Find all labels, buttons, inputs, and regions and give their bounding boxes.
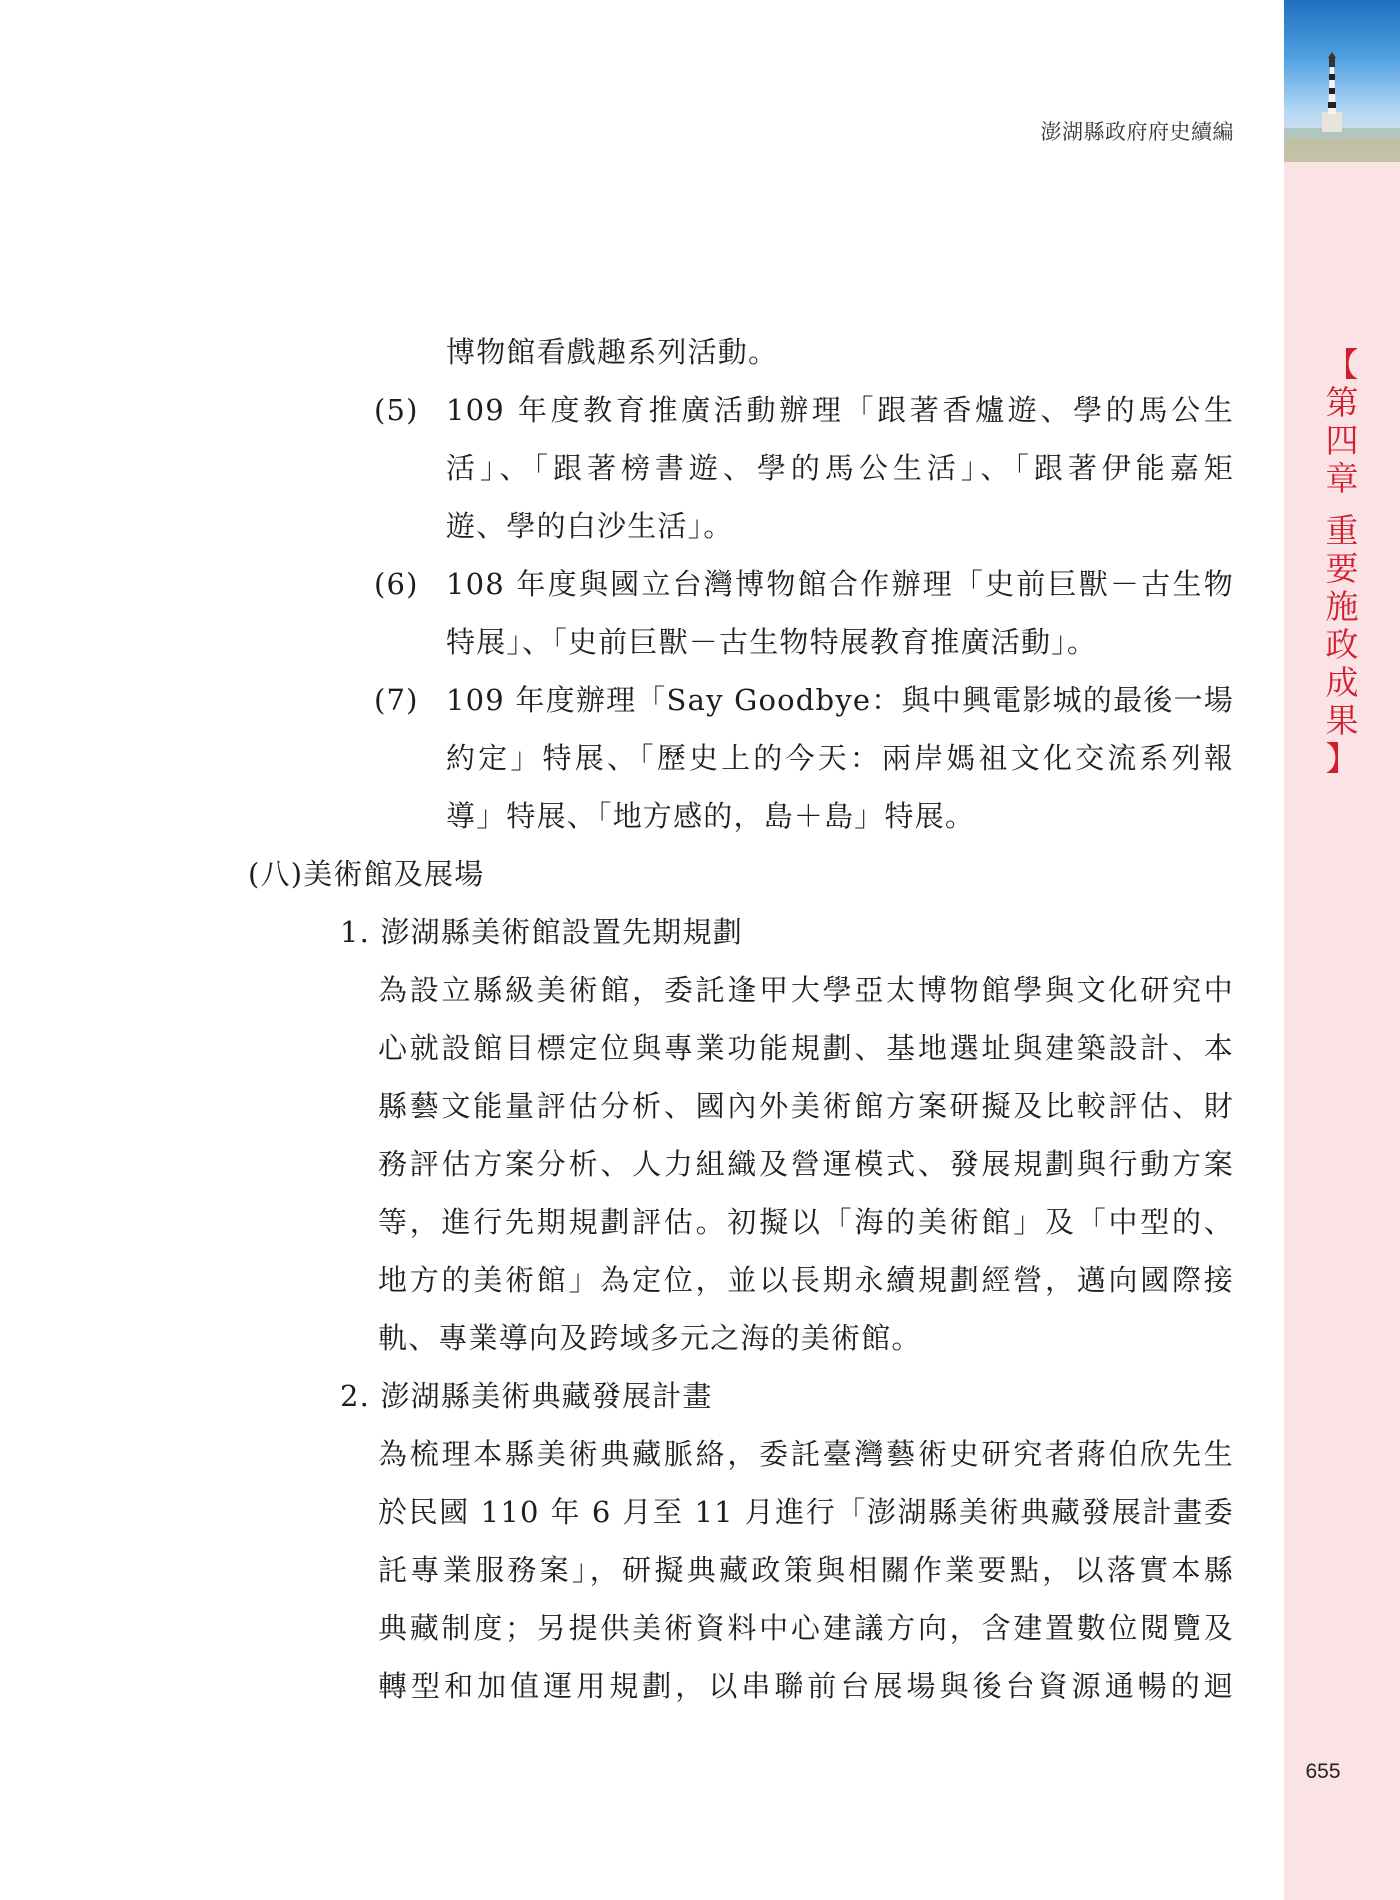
- chapter-char: 政: [1325, 625, 1359, 664]
- chapter-char: 施: [1325, 587, 1359, 626]
- paragraph-line: 為設立縣級美術館，委託逢甲大學亞太博物館學與文化研究中: [378, 973, 1234, 1007]
- paragraph-line: 108 年度與國立台灣博物館合作辦理「史前巨獸－古生物: [446, 567, 1234, 601]
- section-heading: (八)美術館及展場: [248, 857, 485, 891]
- chapter-tab: [1312, 346, 1372, 778]
- running-header: 澎湖縣政府府史續編: [1040, 120, 1234, 144]
- paragraph-line: 博物館看戲趣系列活動。: [446, 335, 779, 369]
- paragraph-line: 轉型和加值運用規劃，以串聯前台展場與後台資源通暢的迴: [378, 1669, 1234, 1703]
- paragraph-line: 於民國 110 年 6 月至 11 月進行「澎湖縣美術典藏發展計畫委: [378, 1495, 1234, 1529]
- chapter-char: 章: [1325, 459, 1359, 498]
- chapter-char: 要: [1325, 549, 1359, 588]
- paragraph-line: 託專業服務案」，研擬典藏政策與相關作業要點，以落實本縣: [378, 1553, 1234, 1587]
- chapter-char: 果: [1325, 701, 1359, 740]
- paragraph-line: 遊、學的白沙生活」。: [446, 509, 734, 543]
- subsection-heading: 2. 澎湖縣美術典藏發展計畫: [340, 1379, 713, 1413]
- paragraph-line: 約定」特展、「歷史上的今天：兩岸媽祖文化交流系列報: [446, 741, 1234, 775]
- paragraph-line: 109 年度辦理「Say Goodbye：與中興電影城的最後一場: [446, 683, 1234, 717]
- chapter-char: 四: [1325, 421, 1359, 460]
- lighthouse-photo: [1284, 0, 1400, 162]
- list-number: (5): [374, 393, 419, 427]
- paragraph-line: 地方的美術館」為定位，並以長期永續規劃經營，邁向國際接: [378, 1263, 1234, 1297]
- paragraph-line: 109 年度教育推廣活動辦理「跟著香爐遊、學的馬公生: [446, 393, 1234, 427]
- paragraph-line: 等，進行先期規劃評估。初擬以「海的美術館」及「中型的、: [378, 1205, 1234, 1239]
- chapter-char: 第: [1325, 383, 1359, 422]
- list-number: (6): [374, 567, 419, 601]
- chapter-char: 】: [1325, 739, 1359, 778]
- paragraph-line: 心就設館目標定位與專業功能規劃、基地選址與建築設計、本: [378, 1031, 1234, 1065]
- lighthouse-icon: [1284, 0, 1400, 162]
- paragraph-line: 縣藝文能量評估分析、國內外美術館方案研擬及比較評估、財: [378, 1089, 1234, 1123]
- paragraph-line: 導」特展、「地方感的，島＋島」特展。: [446, 799, 976, 833]
- subsection-heading: 1. 澎湖縣美術館設置先期規劃: [340, 915, 743, 949]
- paragraph-line: 典藏制度；另提供美術資料中心建議方向，含建置數位閱覽及: [378, 1611, 1234, 1645]
- paragraph-line: 活」、「跟著榜書遊、學的馬公生活」、「跟著伊能嘉矩: [446, 451, 1234, 485]
- side-strip: [1284, 0, 1400, 1900]
- paragraph-line: 特展」、「史前巨獸－古生物特展教育推廣活動」。: [446, 625, 1098, 659]
- paragraph-line: 為梳理本縣美術典藏脈絡，委託臺灣藝術史研究者蔣伯欣先生: [378, 1437, 1234, 1471]
- list-number: (7): [374, 683, 419, 717]
- paragraph-line: 務評估方案分析、人力組織及營運模式、發展規劃與行動方案: [378, 1147, 1234, 1181]
- paragraph-line: 軌、專業導向及跨域多元之海的美術館。: [378, 1321, 922, 1355]
- page-number: 655: [1305, 1760, 1341, 1783]
- chapter-char: 重: [1325, 511, 1359, 550]
- chapter-char: 【: [1325, 345, 1359, 384]
- chapter-char: 成: [1325, 663, 1359, 702]
